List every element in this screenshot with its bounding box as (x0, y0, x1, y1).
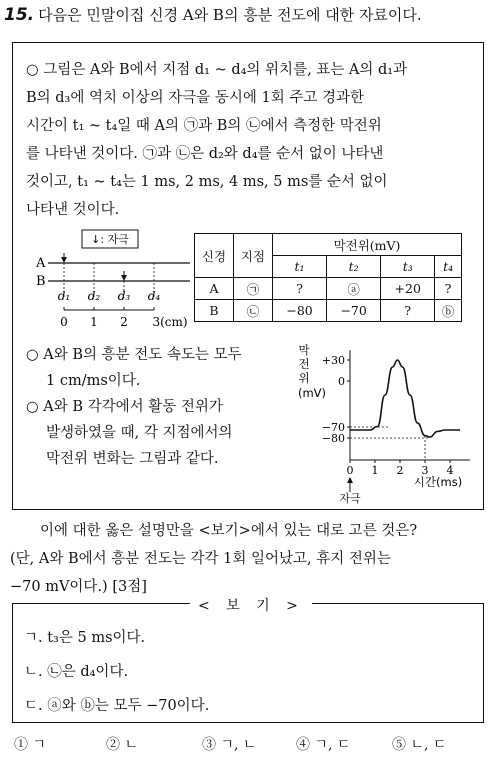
answer-choices (14, 734, 446, 754)
row-a-t4: ? (435, 278, 462, 300)
question-text: 다음은 민말이집 신경 A와 B의 흥분 전도에 대한 자료이다. (38, 6, 422, 24)
ytick-30: +30 (321, 354, 345, 367)
row-a-t3: +20 (381, 278, 435, 300)
row-b-nerve: B (195, 300, 234, 322)
row-b-t1: −80 (273, 300, 327, 322)
ylabel-3: 위 (298, 371, 310, 385)
stimulus-legend: ↓: 자극 (91, 233, 129, 246)
header-nerve: 신경 (195, 234, 234, 278)
stimulus-arrowhead-b (121, 275, 127, 281)
prompt (10, 517, 417, 601)
action-potential-graph (290, 340, 480, 505)
membrane-potential-table (194, 233, 462, 322)
choice-3[interactable]: ③ ㄱ, ㄴ (202, 737, 257, 753)
d3-label: d₃ (117, 289, 131, 303)
prompt-line-1: 이에 대한 옳은 설명만을 <보기>에서 있는 대로 고른 것은? (40, 523, 418, 539)
xtick-0: 0 (346, 464, 354, 477)
nerve-figure (30, 228, 195, 338)
d1-label: d₁ (57, 289, 71, 303)
row-a-t2: ⓐ (327, 278, 381, 300)
header-t3: t₃ (381, 256, 435, 278)
header-t1: t₁ (273, 256, 327, 278)
bullet-speed-line-2: 1 cm/ms이다. (46, 373, 141, 389)
bogi-item-1: ㄱ. t₃은 5 ms이다. (24, 630, 146, 646)
stimulus-arrowhead-a (61, 257, 67, 263)
tick-2: 2 (120, 315, 128, 329)
bogi-item-3: ㄷ. ⓐ와 ⓑ는 모두 −70이다. (24, 698, 210, 714)
tick-3: 3(cm) (152, 315, 188, 329)
tick-1: 1 (90, 315, 98, 329)
ylabel-2: 전 (298, 357, 310, 371)
prompt-line-2: (단, A와 B에서 흥분 전도는 각각 1회 일어났고, 휴지 전위는 (10, 551, 391, 567)
choice-1[interactable]: ① ㄱ (14, 737, 46, 753)
bullet-speed-line-1: ○ A와 B의 흥분 전도 속도는 모두 (26, 347, 242, 363)
question-title (4, 4, 422, 25)
table-row (195, 300, 462, 322)
ytick-m80: −80 (321, 432, 345, 445)
passage (26, 56, 476, 224)
bogi-item-2: ㄴ. ㉡은 d₄이다. (24, 664, 129, 680)
choice-4[interactable]: ④ ㄱ, ㄷ (296, 737, 351, 753)
table-row (195, 278, 462, 300)
ylabel-1: 막 (298, 343, 310, 357)
xtick-4: 4 (446, 464, 454, 477)
header-t4: t₄ (435, 256, 462, 278)
neuron-b-label: B (36, 274, 46, 289)
header-t2: t₂ (327, 256, 381, 278)
passage-line-1: ○ 그림은 A와 B에서 지점 d₁ ~ d₄의 위치를, 표는 A의 d₁과 (26, 62, 408, 78)
passage-line-2: B의 d₃에 역치 이상의 자극을 동시에 1회 주고 경과한 (26, 90, 364, 106)
bullet-ap-line-3: 막전위 변화는 그림과 같다. (46, 451, 219, 467)
header-point: 지점 (234, 234, 273, 278)
ytick-m70: −70 (321, 421, 345, 434)
neuron-a-label: A (36, 256, 46, 271)
d4-label: d₄ (147, 289, 161, 303)
passage-line-3: 시간이 t₁ ~ t₄일 때 A의 ㉠과 B의 ㉡에서 측정한 막전위 (26, 118, 382, 134)
ylabel-unit: (mV) (297, 386, 327, 400)
bullet-ap-line-1: ○ A와 B 각각에서 활동 전위가 (26, 399, 223, 415)
bullet-ap (26, 394, 233, 472)
row-b-t2: −70 (327, 300, 381, 322)
stimulus-label: 자극 (339, 492, 361, 505)
row-a-point: ㉠ (234, 278, 273, 300)
bullet-ap-line-2: 발생하였을 때, 각 지점에서의 (46, 425, 233, 441)
passage-line-5: 것이고, t₁ ~ t₄는 1 ms, 2 ms, 4 ms, 5 ms를 순서 없이 (26, 174, 388, 190)
bullet-speed (26, 342, 242, 394)
ytick-0: 0 (338, 375, 345, 388)
stimulus-arrowhead-graph (347, 477, 353, 483)
prompt-line-3: −70 mV이다.) [3점] (10, 579, 147, 595)
row-a-nerve: A (195, 278, 234, 300)
passage-line-6: 나타낸 것이다. (26, 202, 120, 218)
row-b-t4: ⓑ (435, 300, 462, 322)
xtick-2: 2 (396, 464, 404, 477)
xtick-1: 1 (371, 464, 379, 477)
choice-2[interactable]: ② ㄴ (106, 737, 138, 753)
xtick-3: 3 (421, 464, 429, 477)
choice-5[interactable]: ⑤ ㄴ, ㄷ (392, 737, 447, 753)
row-b-t3: ? (381, 300, 435, 322)
row-b-point: ㉡ (234, 300, 273, 322)
passage-line-4: 를 나타낸 것이다. ㉠과 ㉡은 d₂와 d₄를 순서 없이 나타낸 (26, 146, 384, 162)
bogi-title: < 보 기 > (190, 595, 312, 615)
row-a-t1: ? (273, 278, 327, 300)
action-potential-curve (350, 360, 460, 437)
header-mp: 막전위(mV) (273, 234, 462, 256)
xlabel: 시간(ms) (413, 475, 463, 489)
d2-label: d₂ (87, 289, 101, 303)
question-number: 15. (4, 5, 35, 25)
tick-0: 0 (60, 315, 68, 329)
